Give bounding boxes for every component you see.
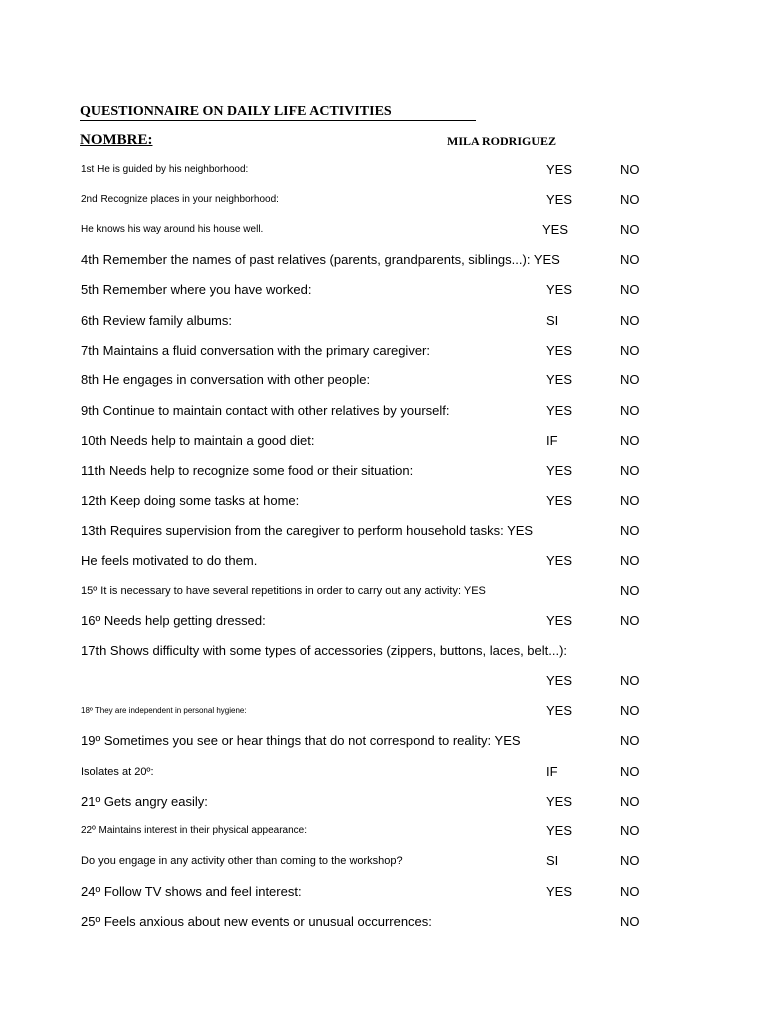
no-answer: NO: [620, 343, 640, 358]
question-row: [0, 762, 768, 782]
question-text: 9th Continue to maintain contact with other relatives by yourself:: [81, 403, 450, 418]
yes-answer: YES: [546, 372, 573, 387]
question-text: 1st He is guided by his neighborhood:: [81, 164, 249, 175]
no-answer: NO: [620, 583, 640, 598]
question-row: [0, 280, 768, 300]
question-row: [0, 160, 768, 180]
question-row: [0, 641, 768, 661]
yes-answer: IF: [546, 764, 558, 779]
question-text: Do you engage in any activity other than coming to the workshop?: [81, 855, 403, 867]
question-row: [0, 341, 768, 361]
no-answer: NO: [620, 162, 640, 177]
question-row: [0, 220, 768, 240]
yes-answer: YES: [546, 613, 573, 628]
question-text: 5th Remember where you have worked:: [81, 282, 312, 297]
no-answer: NO: [620, 403, 640, 418]
question-row: [0, 701, 768, 721]
no-answer: NO: [620, 733, 640, 748]
yes-answer: YES: [546, 343, 573, 358]
yes-answer: YES: [546, 673, 573, 688]
question-row: [0, 250, 768, 270]
no-answer: NO: [620, 553, 640, 568]
yes-answer: YES: [546, 703, 573, 718]
question-text: 4th Remember the names of past relatives (parents, grandparents, siblings...): YES: [81, 252, 560, 267]
yes-answer: SI: [546, 853, 559, 868]
yes-answer: IF: [546, 433, 558, 448]
question-text: 15º It is necessary to have several repetitions in order to carry out any activity: YES: [81, 585, 486, 597]
yes-answer: SI: [546, 313, 559, 328]
question-row: [0, 521, 768, 541]
question-row: [0, 671, 768, 691]
question-row: [0, 882, 768, 902]
no-answer: NO: [620, 823, 640, 838]
question-text: 16º Needs help getting dressed:: [81, 613, 266, 628]
no-answer: NO: [620, 673, 640, 688]
yes-answer: YES: [546, 463, 573, 478]
no-answer: NO: [620, 523, 640, 538]
question-text: 8th He engages in conversation with other people:: [81, 372, 371, 387]
no-answer: NO: [620, 794, 640, 809]
no-answer: NO: [620, 433, 640, 448]
name-label: NOMBRE:: [80, 132, 153, 148]
question-row: [0, 311, 768, 331]
no-answer: NO: [620, 313, 640, 328]
question-row: [0, 431, 768, 451]
yes-answer: YES: [546, 794, 573, 809]
yes-answer: YES: [546, 823, 573, 838]
no-answer: NO: [620, 463, 640, 478]
yes-answer: YES: [546, 162, 573, 177]
question-text: He knows his way around his house well.: [81, 224, 264, 235]
yes-answer: YES: [546, 493, 573, 508]
question-text: He feels motivated to do them.: [81, 553, 258, 568]
question-text: 7th Maintains a fluid conversation with the primary caregiver:: [81, 343, 430, 358]
yes-answer: YES: [546, 884, 573, 899]
no-answer: NO: [620, 252, 640, 267]
question-text: 24º Follow TV shows and feel interest:: [81, 884, 302, 899]
question-text: 18º They are independent in personal hygiene:: [81, 706, 247, 715]
question-text: 11th Needs help to recognize some food or their situation:: [81, 463, 414, 478]
question-text: 17th Shows difficulty with some types of accessories (zippers, buttons, laces, belt...):: [81, 643, 568, 658]
question-row: [0, 792, 768, 812]
no-answer: NO: [620, 192, 640, 207]
question-row: [0, 581, 768, 601]
question-text: Isolates at 20º:: [81, 766, 154, 778]
yes-answer: YES: [546, 282, 573, 297]
question-row: [0, 461, 768, 481]
question-row: [0, 370, 768, 390]
question-row: [0, 821, 768, 841]
question-row: [0, 401, 768, 421]
no-answer: NO: [620, 914, 640, 929]
no-answer: NO: [620, 222, 640, 237]
question-row: [0, 611, 768, 631]
question-row: [0, 731, 768, 751]
no-answer: NO: [620, 703, 640, 718]
question-text: 2nd Recognize places in your neighborhood:: [81, 194, 279, 205]
no-answer: NO: [620, 282, 640, 297]
no-answer: NO: [620, 853, 640, 868]
no-answer: NO: [620, 493, 640, 508]
no-answer: NO: [620, 764, 640, 779]
yes-answer: YES: [546, 192, 573, 207]
question-text: 6th Review family albums:: [81, 313, 232, 328]
yes-answer: YES: [546, 403, 573, 418]
no-answer: NO: [620, 372, 640, 387]
question-text: 25º Feels anxious about new events or unusual occurrences:: [81, 914, 432, 929]
question-text: 22º Maintains interest in their physical appearance:: [81, 825, 308, 836]
question-text: 19º Sometimes you see or hear things that do not correspond to reality: YES: [81, 733, 521, 748]
question-row: [0, 551, 768, 571]
question-row: [0, 851, 768, 871]
document-title: QUESTIONNAIRE ON DAILY LIFE ACTIVITIES: [80, 104, 476, 121]
question-text: 21º Gets angry easily:: [81, 794, 208, 809]
no-answer: NO: [620, 884, 640, 899]
question-row: [0, 190, 768, 210]
question-text: 12th Keep doing some tasks at home:: [81, 493, 300, 508]
yes-answer: YES: [542, 222, 569, 237]
yes-answer: YES: [546, 553, 573, 568]
no-answer: NO: [620, 613, 640, 628]
name-value: MILA RODRIGUEZ: [447, 134, 557, 148]
question-row: [0, 912, 768, 932]
question-row: [0, 491, 768, 511]
question-text: 13th Requires supervision from the caregiver to perform household tasks: YES: [81, 523, 534, 538]
question-text: 10th Needs help to maintain a good diet:: [81, 433, 315, 448]
